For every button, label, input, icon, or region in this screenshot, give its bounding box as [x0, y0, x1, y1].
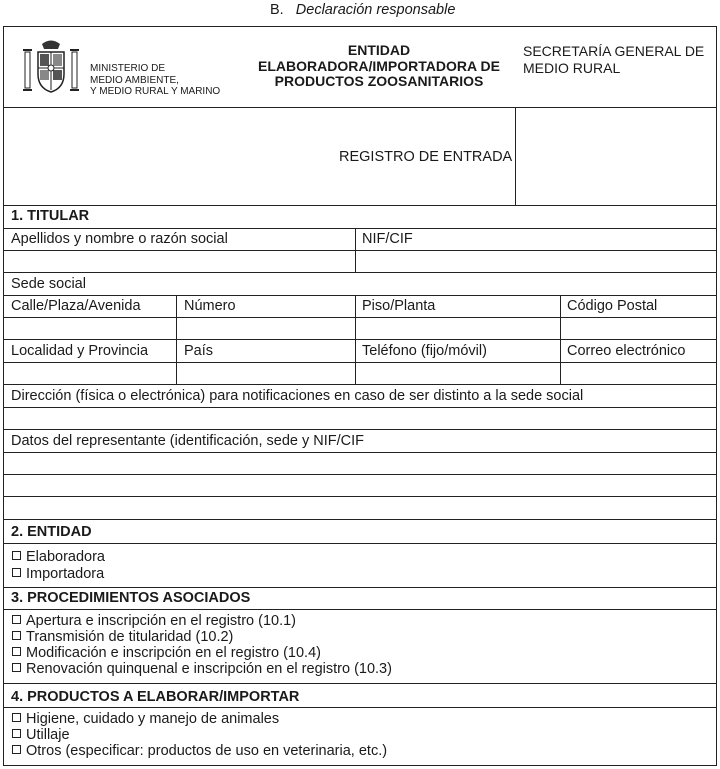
apellidos-field[interactable] — [4, 251, 355, 272]
divider — [3, 295, 717, 296]
ministry-name — [90, 63, 220, 98]
procedimiento-option[interactable] — [12, 646, 321, 662]
divider — [355, 295, 356, 385]
section-letter: B. — [270, 2, 284, 18]
form-border-right — [716, 26, 717, 766]
divider — [3, 429, 717, 430]
divider — [3, 543, 717, 544]
sede-social-label: Sede social — [11, 276, 86, 292]
option-label: Apertura e inscripción en el registro (10.1) — [26, 613, 296, 629]
entity-line: PRODUCTOS ZOOSANITARIOS — [274, 73, 484, 89]
entidad-option[interactable] — [12, 567, 104, 583]
correo-field[interactable] — [561, 363, 716, 384]
procedimientos-heading: 3. PROCEDIMIENTOS ASOCIADOS — [11, 590, 251, 606]
numero-label: Número — [184, 298, 236, 314]
producto-option[interactable] — [12, 744, 387, 760]
direccion-field[interactable] — [4, 408, 716, 429]
checkbox[interactable] — [12, 745, 21, 754]
divider — [3, 609, 717, 610]
ministry-line: MEDIO AMBIENTE, — [90, 74, 179, 86]
registro-stamp-area — [516, 108, 716, 205]
entity-line: ENTIDAD — [347, 42, 411, 58]
checkbox[interactable] — [12, 729, 21, 738]
piso-label: Piso/Planta — [362, 298, 436, 314]
checkbox[interactable] — [12, 568, 21, 577]
calle-label: Calle/Plaza/Avenida — [11, 298, 141, 314]
entity-title — [248, 43, 510, 90]
procedimiento-option[interactable] — [12, 662, 392, 678]
pais-field[interactable] — [177, 363, 355, 384]
option-label: Renovación quinquenal e inscripción en el registro (10.3) — [26, 661, 392, 677]
option-label: Transmisión de titularidad (10.2) — [26, 629, 234, 645]
divider — [560, 295, 561, 385]
registro-label: REGISTRO DE ENTRADA — [339, 149, 513, 165]
coat-of-arms-icon — [20, 38, 82, 96]
form-border-top — [3, 26, 717, 27]
option-label: Otros (especificar: productos de uso en veterinaria, etc.) — [26, 743, 388, 759]
divider — [3, 707, 717, 708]
titular-heading: 1. TITULAR — [11, 208, 90, 224]
telefono-label: Teléfono (fijo/móvil) — [362, 343, 487, 359]
localidad-field[interactable] — [4, 363, 176, 384]
ministry-line: MINISTERIO DE — [90, 63, 166, 74]
divider — [3, 205, 717, 206]
divider — [3, 519, 717, 520]
checkbox[interactable] — [12, 631, 21, 640]
divider — [3, 683, 717, 684]
localidad-label: Localidad y Provincia — [11, 343, 149, 359]
procedimiento-option[interactable] — [12, 614, 296, 630]
form-border-left — [3, 26, 4, 766]
entidad-option[interactable] — [12, 550, 105, 566]
calle-field[interactable] — [4, 318, 176, 339]
representante-field[interactable] — [4, 475, 716, 496]
apellidos-label: Apellidos y nombre o razón social — [11, 231, 228, 247]
checkbox[interactable] — [12, 663, 21, 672]
entidad-heading: 2. ENTIDAD — [11, 524, 92, 540]
section-title: Declaración responsable — [295, 2, 456, 18]
piso-field[interactable] — [356, 318, 560, 339]
producto-option[interactable] — [12, 728, 70, 744]
checkbox[interactable] — [12, 551, 21, 560]
checkbox[interactable] — [12, 647, 21, 656]
numero-field[interactable] — [177, 318, 355, 339]
divider — [3, 339, 717, 340]
producto-option[interactable] — [12, 712, 279, 728]
divider — [3, 587, 717, 588]
secretaria-line: SECRETARÍA GENERAL DE — [523, 43, 705, 59]
option-label: Modificación e inscripción en el registro (10.4) — [26, 645, 321, 661]
secretaria-line: MEDIO RURAL — [523, 59, 621, 76]
divider — [176, 295, 177, 385]
procedimiento-option[interactable] — [12, 630, 233, 646]
codigo-postal-field[interactable] — [561, 318, 716, 339]
codigo-postal-label: Código Postal — [567, 298, 658, 314]
representante-field[interactable] — [4, 453, 716, 474]
representante-field[interactable] — [4, 497, 716, 518]
representante-label: Datos del representante (identificación, sede y NIF/CIF — [11, 433, 364, 449]
divider — [3, 272, 717, 273]
option-label: Higiene, cuidado y manejo de animales — [26, 711, 280, 727]
nif-field[interactable] — [356, 251, 716, 272]
divider — [3, 384, 717, 385]
option-label: Importadora — [26, 566, 105, 582]
divider — [3, 228, 717, 229]
correo-label: Correo electrónico — [567, 343, 686, 359]
productos-heading: 4. PRODUCTOS A ELABORAR/IMPORTAR — [11, 689, 300, 705]
nif-label: NIF/CIF — [362, 231, 413, 247]
form-border-bottom — [3, 765, 717, 766]
checkbox[interactable] — [12, 713, 21, 722]
telefono-field[interactable] — [356, 363, 560, 384]
option-label: Elaboradora — [26, 549, 105, 565]
option-label: Utillaje — [26, 727, 70, 743]
secretaria-name — [523, 43, 704, 76]
direccion-label: Dirección (física o electrónica) para notificaciones en caso de ser distinto a la sede social — [11, 388, 584, 404]
pais-label: País — [184, 343, 214, 359]
entity-line: ELABORADORA/IMPORTADORA DE — [258, 57, 500, 74]
section-heading — [270, 3, 455, 19]
checkbox[interactable] — [12, 615, 21, 624]
ministry-line: Y MEDIO RURAL Y MARINO — [90, 86, 221, 97]
